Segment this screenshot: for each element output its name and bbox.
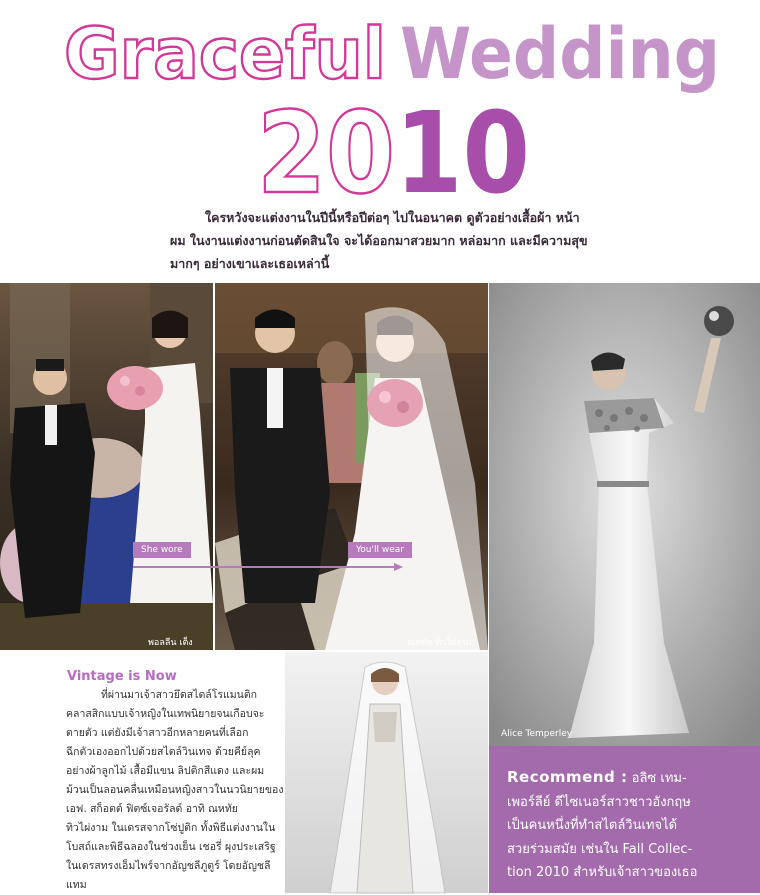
intro-line: ใครหวังจะแต่งงานในปีนี้หรือปีต่อๆ ไปในอนาคต ดูตัวอย่างเสื้อผ้า หน้า bbox=[205, 210, 580, 225]
article-line: ฉีกตัวเองออกไปด้วยสไตล์วินเทจ ด้วยคีย์ลุค bbox=[66, 746, 261, 758]
article-line: โบสถ์และพิธีฉลองในช่วงเย็น เชอรี่ ผุงประเสริฐ bbox=[66, 841, 276, 853]
tag-youll-wear: You'll wear bbox=[348, 542, 412, 558]
photo-credit: พอลลีน เต็ง bbox=[148, 638, 193, 648]
article-line: ทิวไผ่งาม ในเดรสจากโซ่ปูติก ทั้งพิธีแต่งงานใน bbox=[66, 822, 276, 834]
recommend-line: อลิซ เทม- bbox=[631, 771, 687, 786]
title-word-wedding: Wedding bbox=[400, 13, 720, 95]
photo-couple-aisle bbox=[215, 283, 488, 650]
article-line: อย่างผ้าลูกไม้ เสื้อมีแขน ลิปติกสีแดง และผม bbox=[66, 765, 265, 777]
article-line: ที่ผ่านมาเจ้าสาวยึดสไตล์โรแมนติก bbox=[101, 689, 258, 701]
article-title: Vintage is Now bbox=[67, 669, 177, 684]
article-line: คลาสสิกแบบเจ้าหญิงในเทพนิยายจนเกือบจะ bbox=[66, 708, 265, 720]
photo-vintage-bride bbox=[285, 652, 488, 893]
recommend-heading: Recommend : bbox=[507, 768, 628, 786]
arrow-right-icon bbox=[394, 563, 403, 571]
comparison-arrow-line bbox=[133, 566, 395, 568]
article-line: แทม bbox=[66, 879, 87, 891]
title-word-graceful: Graceful bbox=[64, 13, 386, 95]
photo-bride-arrival bbox=[0, 283, 213, 650]
article-line: ตายตัว แต่ยังมีเจ้าสาวอีกหลายคนที่เลือก bbox=[66, 727, 249, 739]
title-year bbox=[255, 80, 535, 219]
year-outline-part: 20 bbox=[257, 89, 395, 219]
recommend-box bbox=[489, 746, 760, 893]
year-filled-part: 10 bbox=[395, 89, 530, 219]
article-line: ในเดรสทรงเอ็มไพร์จากอัญชลีภูตูร์ โดยอัญชลี bbox=[66, 860, 271, 872]
article-line: ม้วนเป็นลอนคลื่นเหมือนหญิงสาวในนวนิยายของ bbox=[66, 784, 284, 796]
recommend-line: สวยร่วมสมัย เช่นใน Fall Collec- bbox=[507, 841, 693, 857]
intro-paragraph bbox=[170, 206, 620, 275]
photo-credit: Alice Temperley bbox=[501, 729, 573, 739]
intro-line: มากๆ อย่างเขาและเธอเหล่านี้ bbox=[170, 256, 330, 271]
photo-credit: ณหทัย ทิวไผ่งาม bbox=[407, 638, 472, 648]
article-body bbox=[66, 686, 284, 895]
tag-she-wore: She wore bbox=[133, 542, 191, 558]
recommend-line: tion 2010 สำหรับเจ้าสาวของเธอ bbox=[507, 865, 698, 880]
recommend-line: เป็นคนหนึ่งที่ทำสไตล์วินเทจได้ bbox=[507, 818, 678, 833]
photo-alice-temperley-gown bbox=[489, 283, 760, 746]
article-line: เอฟ. สก็อตต์ ฟิตซ์เจอรัลด์ อาทิ ณหทัย bbox=[66, 803, 238, 815]
intro-line: ผม ในงานแต่งงานก่อนตัดสินใจ จะได้ออกมาสวยมาก หล่อมาก และมีความสุข bbox=[170, 233, 588, 248]
recommend-line: เพอร์ลีย์ ดีไซเนอร์สาวชาวอังกฤษ bbox=[507, 794, 691, 810]
